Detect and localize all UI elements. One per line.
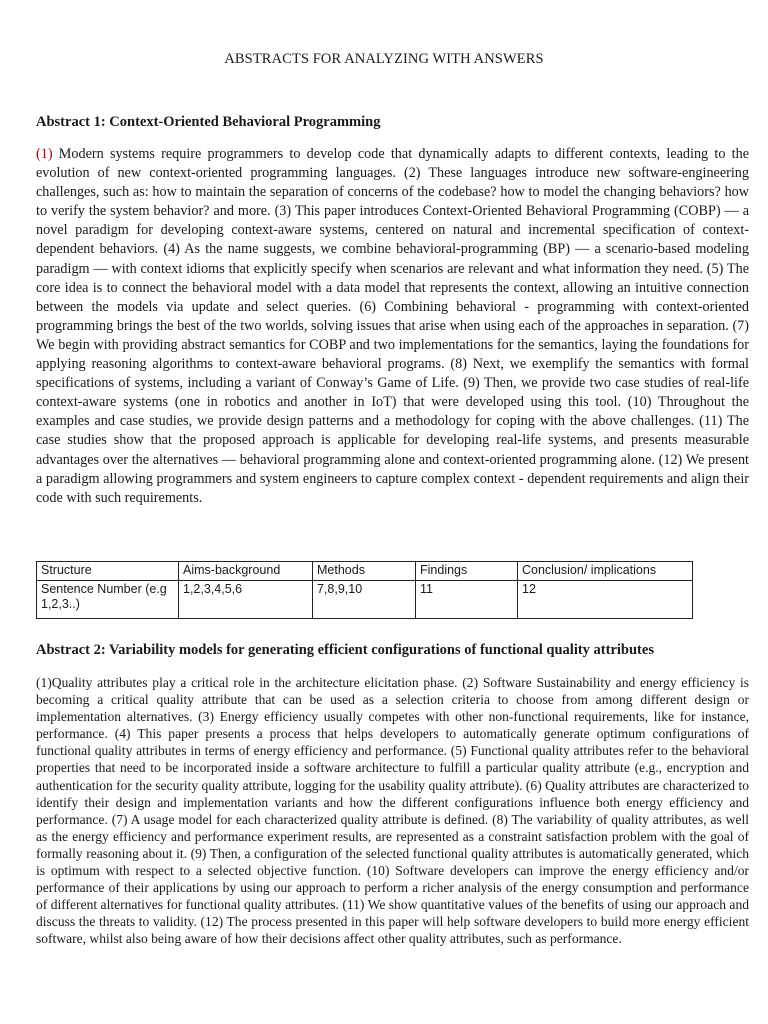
table-cell: 1,2,3,4,5,6 <box>179 581 313 619</box>
table-cell: 12 <box>518 581 693 619</box>
abstract-1-heading: Abstract 1: Context-Oriented Behavioral Programming <box>36 114 381 130</box>
table-header-cell: Structure <box>37 562 179 581</box>
table-header-cell: Methods <box>313 562 416 581</box>
structure-table <box>36 561 693 619</box>
table-cell: Sentence Number (e.g 1,2,3..) <box>37 581 179 619</box>
table-cell: 11 <box>416 581 518 619</box>
table-header-cell: Conclusion/ implications <box>518 562 693 581</box>
abstract-1-text: Modern systems require programmers to develop code that dynamically adapts to different contexts, leading to the evolution of new context-oriented programming languages. (2) These languages introduce new software-engineering challenges, such as: how to maintain the separation of concerns of the codebase? how to model the changing behaviors? how to verify the system behavior? and more. (3) This paper introduces Context-Oriented Behavioral Programming (COBP) — a novel paradigm for developing context-aware systems, centered on natural and incremental specification of context-dependent behaviors. (4) As the name suggests, we combine behavioral-programming (BP) — a scenario-based modeling paradigm — with context idioms that explicitly specify when scenarios are relevant and what information they need. (5) The core idea is to connect the behavioral model with a data model that represents the context, allowing an intuitive connection between the models via update and select queries. (6) Combining behavioral - programming with context-oriented programming brings the best of the two worlds, solving issues that arise when using each of the approaches in separation. (7) We begin with providing abstract semantics for COBP and two implementations for the semantics, laying the foundations for applying reasoning algorithms to context-aware behavioral programs. (8) Next, we exemplify the semantics with formal specifications of systems, including a variant of Conway’s Game of Life. (9) Then, we provide two case studies of real-life context-aware systems (one in robotics and another in IoT) that were developed using this tool. (10) Throughout the examples and case studies, we provide design patterns and a methodology for coping with the above challenges. (11) The case studies show that the proposed approach is applicable for developing real-life systems, and presents measurable advantages over the alternatives — behavioral programming alone and context-oriented programming alone. (12) We present a paradigm allowing programmers and system engineers to capture complex context - dependent requirements and align their code with such requirements. <box>36 146 749 506</box>
table-header-row <box>37 562 693 581</box>
table-header-cell: Findings <box>416 562 518 581</box>
abstract-1-body <box>36 145 749 508</box>
document-title: ABSTRACTS FOR ANALYZING WITH ANSWERS <box>224 51 544 67</box>
abstract-2-body: (1)Quality attributes play a critical role in the architecture elicitation phase. (2) Software Sustainability and energy efficiency is becoming a critical quality attribute that can be used as a selection criteria to choose from among different design or implementation alternatives. (3) Energy efficiency usually competes with other non-functional requirements, like for instance, performance. (4) This paper presents a process that helps developers to automatically generate optimum configurations of functional quality attributes in terms of energy efficiency and performance. (5) Functional quality attributes refer to the behavioral properties that need to be incorporated inside a software architecture to fulfill a particular quality attribute (e.g., encryption and authentication for the security quality attribute, logging for the usability quality attribute). (6) Quality attributes are characterized to identify their design and implementation variants and how the different configurations influence both energy efficiency and performance. (7) A usage model for each characterized quality attribute is defined. (8) The variability of quality attributes, as well as the energy efficiency and performance experiment results, are represented as a constraint satisfaction problem with the goal of formally reasoning about it. (9) Then, a configuration of the selected functional quality attributes is automatically generated, which is optimum with respect to a selected objective function. (10) Software developers can improve the energy efficiency and/or performance of their applications by using our approach to perform a richer analysis of the energy consumption and performance of different alternatives for functional quality attributes. (11) We show quantitative values of the benefits of using our approach and discuss the threats to validity. (12) The process presented in this paper will help software developers to build more energy efficient software, whilst also being aware of how their decisions affect other quality attributes, such as performance. <box>36 675 749 947</box>
abstract-2-heading: Abstract 2: Variability models for generating efficient configurations of functional quality attributes <box>36 642 654 658</box>
table-cell: 7,8,9,10 <box>313 581 416 619</box>
table-header-cell: Aims-background <box>179 562 313 581</box>
table-row <box>37 581 693 619</box>
sentence-marker: (1) <box>36 146 53 162</box>
